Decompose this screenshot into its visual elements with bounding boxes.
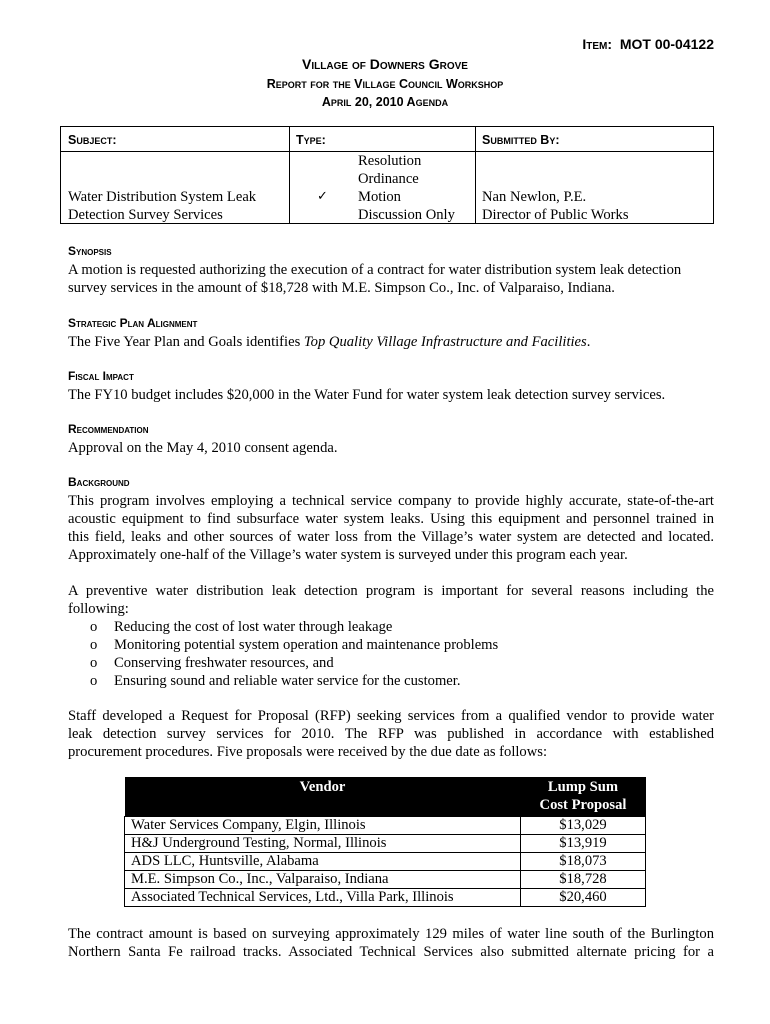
table-row [125, 871, 646, 889]
item-prefix: Item: [582, 36, 613, 52]
table-row [125, 835, 646, 853]
vendor-table-header [125, 777, 646, 817]
background-para-3 [68, 707, 714, 761]
strategic-text-italic: Top Quality Village Infrastructure and Facilities [303, 334, 587, 350]
header-divider [475, 127, 476, 223]
subject-label: Subject: [68, 133, 117, 147]
subject-value [68, 188, 256, 224]
list-item [90, 654, 498, 672]
checkmark-icon: ✓ [317, 189, 328, 204]
cost-cell: $20,460 [521, 889, 646, 907]
cost-header-line: Lump Sum [547, 779, 619, 795]
background-line: this field, leaks and other sources of water loss from the Village’s water system are detected and located. [68, 529, 714, 545]
bullet-icon: o [90, 637, 98, 653]
agenda-date: April 20, 2010 Agenda [321, 95, 449, 109]
fiscal-heading: Fiscal Impact [68, 369, 134, 383]
bullet-icon: o [90, 619, 98, 635]
org-title: Village of Downers Grove [302, 56, 468, 72]
report-title: Report for the Village Council Workshop [266, 77, 504, 91]
type-label: Type: [296, 133, 326, 147]
cost-cell: $13,029 [521, 817, 646, 835]
header-divider [289, 127, 290, 223]
type-option-ordinance: Ordinance [358, 171, 419, 187]
header-table [60, 126, 714, 224]
fiscal-text: The FY10 budget includes $20,000 in the Water Fund for water system leak detection survey services. [68, 387, 666, 403]
list-item [90, 636, 498, 654]
background-line: Northern Santa Fe railroad tracks. Associated Technical Services also submitted alternate pricing for a [68, 944, 714, 960]
vendor-cell: Water Services Company, Elgin, Illinois [125, 817, 521, 835]
recommendation-heading: Recommendation [68, 422, 149, 436]
list-item-text: Monitoring potential system operation and maintenance problems [114, 637, 499, 653]
vendor-column-header: Vendor [125, 777, 521, 817]
type-option-motion: Motion [358, 189, 401, 205]
submitted-value [482, 188, 629, 224]
submitted-title: Director of Public Works [482, 207, 629, 223]
vendor-cell: Associated Technical Services, Ltd., Villa Park, Illinois [125, 889, 521, 907]
vendor-table [124, 777, 646, 907]
subject-line: Water Distribution System Leak [68, 189, 257, 205]
submitted-name: Nan Newlon, P.E. [482, 189, 587, 205]
background-line: Staff developed a Request for Proposal (RFP) seeking services from a qualified vendor to provide water [68, 708, 714, 724]
type-options [358, 152, 455, 224]
strategic-heading: Strategic Plan Alignment [68, 316, 198, 330]
strategic-text-after: . [586, 334, 591, 350]
background-para-1 [68, 492, 714, 564]
background-line: Approximately one-half of the Village’s water system is surveyed under this program each year. [68, 547, 628, 563]
synopsis-line: survey services in the amount of $18,728 with M.E. Simpson Co., Inc. of Valparaiso, Indiana. [68, 280, 615, 296]
strategic-text [68, 333, 714, 351]
synopsis-heading: Synopsis [68, 244, 112, 258]
synopsis-line: A motion is requested authorizing the execution of a contract for water distribution system leak detection [68, 262, 682, 278]
reasons-list [90, 618, 498, 690]
vendor-cell: H&J Underground Testing, Normal, Illinois [125, 835, 521, 853]
vendor-cell: ADS LLC, Huntsville, Alabama [125, 853, 521, 871]
background-line: leak detection survey services for 2010. The RFP was published in accordance with established [68, 726, 714, 742]
subject-line: Detection Survey Services [68, 207, 223, 223]
background-line: acoustic equipment to find subsurface water system leaks. Using this equipment and personnel trained in [68, 511, 714, 527]
cost-column-header [521, 777, 646, 817]
bullet-icon: o [90, 673, 98, 689]
list-item-text: Reducing the cost of lost water through leakage [114, 619, 393, 635]
cost-cell: $18,728 [521, 871, 646, 889]
background-para-4 [68, 925, 714, 961]
background-line: procurement procedures. Five proposals were received by the due date as follows: [68, 744, 547, 760]
table-row [125, 817, 646, 835]
list-item-text: Conserving freshwater resources, and [114, 655, 334, 671]
strategic-text-before: The Five Year Plan and Goals identifies [68, 334, 304, 350]
synopsis-text [68, 261, 714, 297]
type-option-discussion: Discussion Only [358, 207, 455, 223]
recommendation-text: Approval on the May 4, 2010 consent agenda. [68, 440, 338, 456]
item-code: MOT 00-04122 [619, 36, 714, 52]
cost-cell: $13,919 [521, 835, 646, 853]
cost-header-line: Cost Proposal [539, 797, 627, 813]
background-para-2 [68, 582, 714, 618]
table-row [125, 853, 646, 871]
background-line: following: [68, 601, 129, 617]
background-heading: Background [68, 475, 130, 489]
background-line: A preventive water distribution leak detection program is important for several reasons including the [68, 583, 714, 599]
submitted-label: Submitted By: [482, 133, 560, 147]
type-option-resolution: Resolution [358, 153, 422, 169]
background-line: This program involves employing a technical service company to provide highly accurate, state-of-the-art [68, 493, 714, 509]
vendor-cell: M.E. Simpson Co., Inc., Valparaiso, Indiana [125, 871, 521, 889]
table-row [125, 889, 646, 907]
list-item [90, 618, 498, 636]
cost-cell: $18,073 [521, 853, 646, 871]
list-item-text: Ensuring sound and reliable water service for the customer. [114, 673, 461, 689]
bullet-icon: o [90, 655, 98, 671]
item-number [0, 36, 714, 52]
background-line: The contract amount is based on surveying approximately 129 miles of water line south of the Burlington [68, 926, 714, 942]
list-item [90, 672, 498, 690]
